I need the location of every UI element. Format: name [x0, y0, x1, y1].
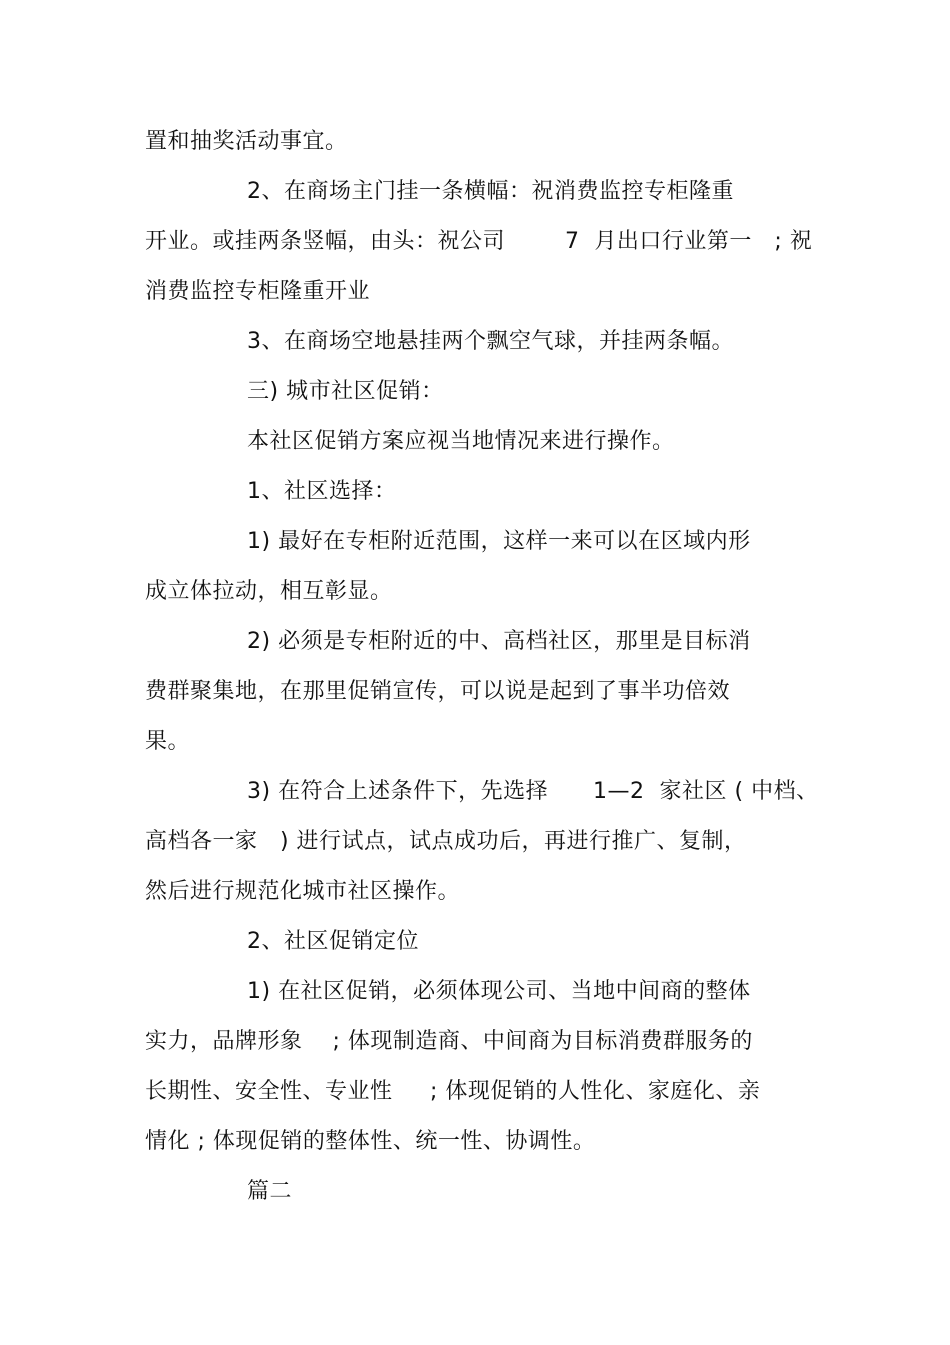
- text-line: 置和抽奖活动事宜。: [145, 129, 348, 154]
- text-line: 实力，品牌形象 ; 体现制造商、中间商为目标消费群服务的: [145, 1029, 753, 1054]
- text-line: 长期性、安全性、专业性 ; 体现促销的人性化、家庭化、亲: [145, 1079, 761, 1104]
- text-line: 2、在商场主门挂一条横幅：祝消费监控专柜隆重: [247, 179, 734, 204]
- text-line: 3) 在符合上述条件下，先选择 1—2 家社区 ( 中档、: [247, 779, 819, 804]
- text-line: 本社区促销方案应视当地情况来进行操作。: [247, 429, 675, 454]
- subheading: 2、社区促销定位: [247, 929, 419, 954]
- text-line: 消费监控专柜隆重开业: [145, 279, 371, 304]
- text-line: 成立体拉动，相互彰显。: [145, 579, 393, 604]
- subheading: 1、社区选择：: [247, 479, 397, 504]
- text-line: 1) 最好在专柜附近范围，这样一来可以在区域内形: [247, 529, 751, 554]
- section-heading: 三) 城市社区促销：: [247, 379, 444, 404]
- text-line: 开业。或挂两条竖幅，由头：祝公司 7 月出口行业第一 ; 祝: [145, 229, 813, 254]
- text-line: 2) 必须是专柜附近的中、高档社区，那里是目标消: [247, 629, 751, 654]
- text-line: 3、在商场空地悬挂两个飘空气球，并挂两条幅。: [247, 329, 734, 354]
- section-title: 篇二: [247, 1179, 293, 1204]
- text-line: 1) 在社区促销，必须体现公司、当地中间商的整体: [247, 979, 751, 1004]
- text-line: 费群聚集地，在那里促销宣传，可以说是起到了事半功倍效: [145, 679, 731, 704]
- text-line: 情化 ; 体现促销的整体性、统一性、协调性。: [145, 1129, 596, 1154]
- text-line: 高档各一家 ) 进行试点，试点成功后，再进行推广、复制，: [145, 829, 747, 854]
- text-line: 然后进行规范化城市社区操作。: [145, 879, 461, 904]
- text-line: 果。: [145, 729, 191, 754]
